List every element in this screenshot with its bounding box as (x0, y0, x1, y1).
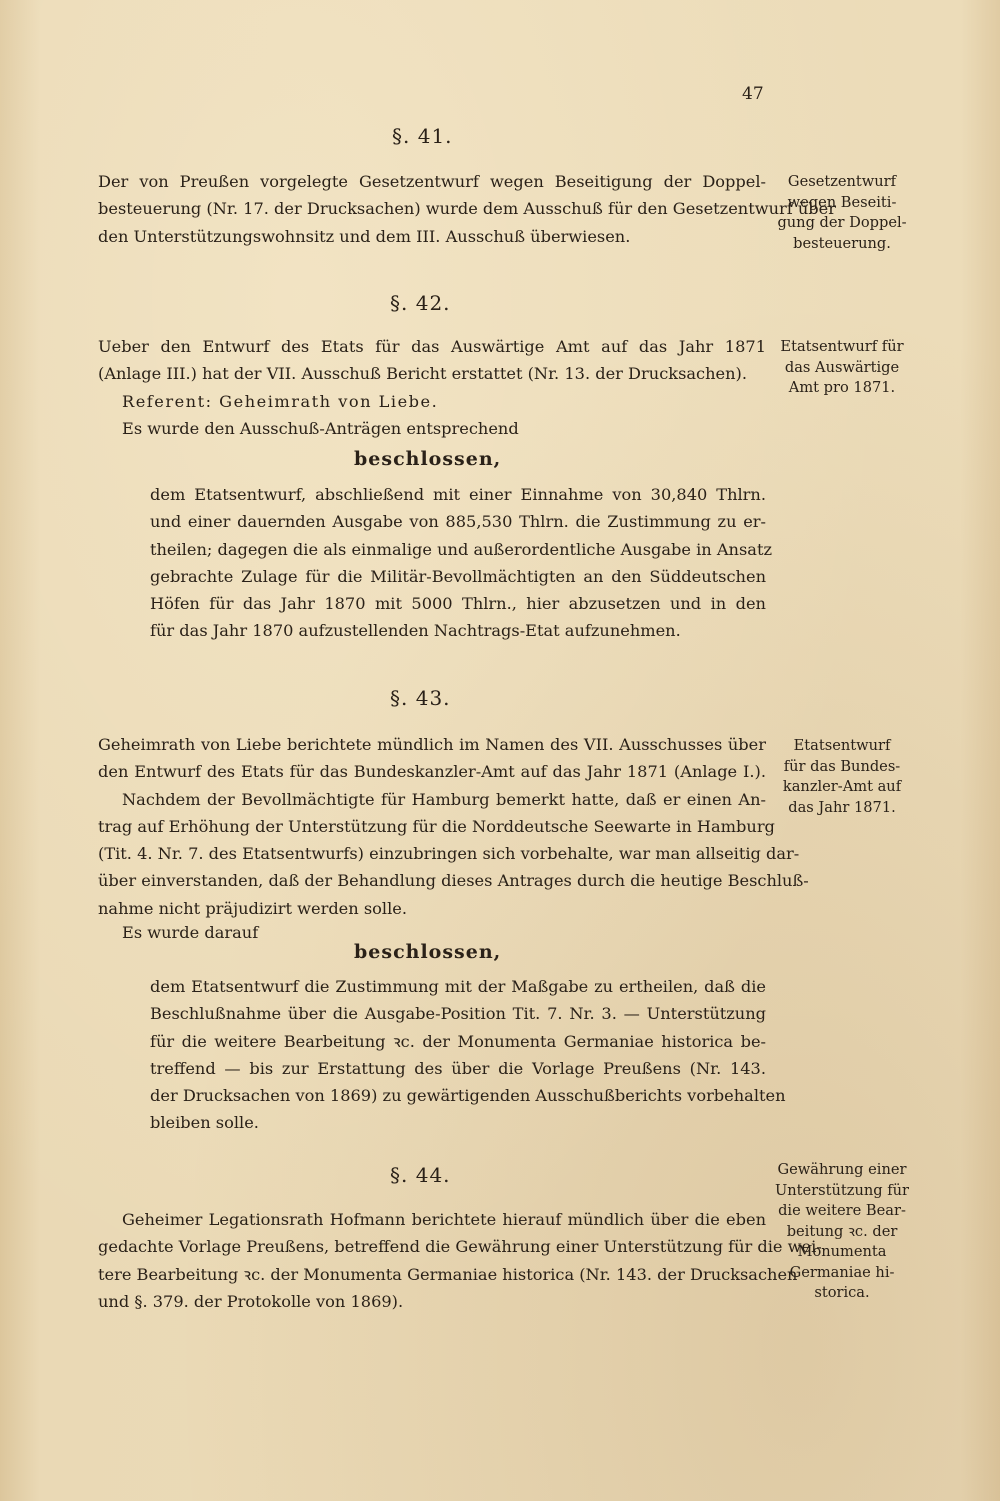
margin-note-line: Germaniae hi- (789, 1263, 895, 1281)
margin-note-line: Gesetzentwurf (787, 173, 897, 190)
margin-note-line: gung der Doppel- (777, 214, 907, 231)
text-line: für die weitere Bearbeitung ꝛc. der Monumenta Germaniae historica be- (150, 1031, 766, 1051)
section-43-heading: §. 43. (390, 686, 451, 710)
text-line: für das Jahr 1870 aufzustellenden Nachtrags-Etat aufzunehmen. (150, 621, 681, 641)
margin-note-line: kanzler-Amt auf (782, 778, 902, 795)
margin-note-line: beitung ꝛc. der (786, 1222, 898, 1240)
text-line: trag auf Erhöhung der Unterstützung für die Norddeutsche Seewarte in Hamburg (98, 816, 775, 836)
text-line: gebrachte Zulage für die Militär-Bevollmächtigten an den Süddeutschen (150, 566, 766, 586)
text-line: bleiben solle. (150, 1113, 259, 1133)
text-line: Geheimer Legationsrath Hofmann berichtete hierauf mündlich über die eben (122, 1210, 766, 1229)
text-line: der Drucksachen von 1869) zu gewärtigenden Ausschußberichts vorbehalten (150, 1086, 786, 1106)
margin-note-line: Gewährung einer (777, 1161, 907, 1178)
text-line: Nachdem der Bevollmächtigte für Hamburg bemerkt hatte, daß er einen An- (122, 789, 766, 809)
margin-note-line: Monumenta (797, 1243, 887, 1260)
text-line: treffend — bis zur Erstattung des über die Vorlage Preußens (Nr. 143. (150, 1058, 766, 1078)
margin-note-line: Etatsentwurf für (780, 338, 904, 355)
margin-note-line: Unterstützung für (774, 1181, 910, 1199)
section-42-intro (98, 333, 766, 388)
margin-note-line: wegen Beseiti- (787, 193, 897, 211)
text-line: Geheimrath von Liebe berichtete mündlich im Namen des VII. Ausschusses über (98, 735, 766, 754)
section-42-referent: Referent: Geheimrath von Liebe. (122, 392, 439, 411)
section-43-margin-note (772, 736, 912, 818)
section-42-margin-note (772, 337, 912, 399)
section-44-margin-note (772, 1160, 912, 1304)
section-42-heading: §. 42. (390, 291, 451, 315)
text-line: dem Etatsentwurf, abschließend mit einer Einnahme von 30,840 Thlrn. (150, 485, 766, 504)
margin-note-line: das Auswärtige (784, 358, 900, 376)
text-line: Höfen für das Jahr 1870 mit 5000 Thlrn., hier abzusetzen und in den (150, 594, 766, 614)
text-line: besteuerung (Nr. 17. der Drucksachen) wurde dem Ausschuß für den Gesetzentwurf über (98, 199, 836, 219)
margin-note-line: Etatsentwurf (793, 737, 891, 754)
section-41-heading: §. 41. (392, 124, 453, 148)
text-line: und einer dauernden Ausgabe von 885,530 Thlrn. die Zustimmung zu er- (150, 512, 766, 532)
text-line: (Anlage III.) hat der VII. Ausschuß Bericht erstattet (Nr. 13. der Drucksachen). (98, 364, 747, 384)
text-line: theilen; dagegen die als einmalige und außerordentliche Ausgabe in Ansatz (150, 539, 772, 559)
section-43-intro (98, 731, 809, 922)
margin-note-line: besteuerung. (793, 234, 891, 252)
section-41-margin-note (772, 172, 912, 254)
margin-note-line: das Jahr 1871. (788, 798, 896, 816)
margin-note-line: Amt pro 1871. (788, 379, 896, 396)
section-42-resolution (150, 481, 772, 645)
section-42-motion: Es wurde den Ausschuß-Anträgen entsprechend (122, 419, 519, 438)
text-line: (Tit. 4. Nr. 7. des Etatsentwurfs) einzubringen sich vorbehalte, war man allseitig dar- (98, 844, 800, 864)
text-line: über einverstanden, daß der Behandlung dieses Antrages durch die heutige Beschluß- (98, 871, 809, 891)
margin-note-line: storica. (814, 1284, 870, 1301)
text-line: Ueber den Entwurf des Etats für das Auswärtige Amt auf das Jahr 1871 (98, 337, 766, 356)
text-line: tere Bearbeitung ꝛc. der Monumenta Germaniae historica (Nr. 143. der Drucksachen (98, 1264, 798, 1284)
margin-note-line: die weitere Bear- (778, 1202, 906, 1219)
text-line: und §. 379. der Protokolle von 1869). (98, 1291, 404, 1311)
section-44-heading: §. 44. (390, 1163, 451, 1187)
section-44-body (98, 1206, 822, 1315)
section-41-body (98, 168, 836, 250)
text-line: Der von Preußen vorgelegte Gesetzentwurf wegen Beseitigung der Doppel- (98, 172, 766, 191)
section-43-resolved: beschlossen, (354, 941, 502, 963)
section-43-motion: Es wurde darauf (122, 923, 259, 942)
text-line: Beschlußnahme über die Ausgabe-Position Tit. 7. Nr. 3. — Unterstützung (150, 1004, 766, 1024)
margin-note-line: für das Bundes- (783, 757, 901, 775)
page-number: 47 (742, 84, 764, 104)
text-line: gedachte Vorlage Preußens, betreffend die Gewährung einer Unterstützung für die wei- (98, 1237, 822, 1257)
text-line: dem Etatsentwurf die Zustimmung mit der Maßgabe zu ertheilen, daß die (150, 977, 766, 996)
section-42-resolved: beschlossen, (354, 448, 502, 470)
section-43-resolution (150, 973, 786, 1137)
text-line: den Entwurf des Etats für das Bundeskanzler-Amt auf das Jahr 1871 (Anlage I.). (98, 762, 766, 782)
text-line: nahme nicht präjudizirt werden solle. (98, 898, 407, 918)
text-line: den Unterstützungswohnsitz und dem III. Ausschuß überwiesen. (98, 226, 631, 246)
